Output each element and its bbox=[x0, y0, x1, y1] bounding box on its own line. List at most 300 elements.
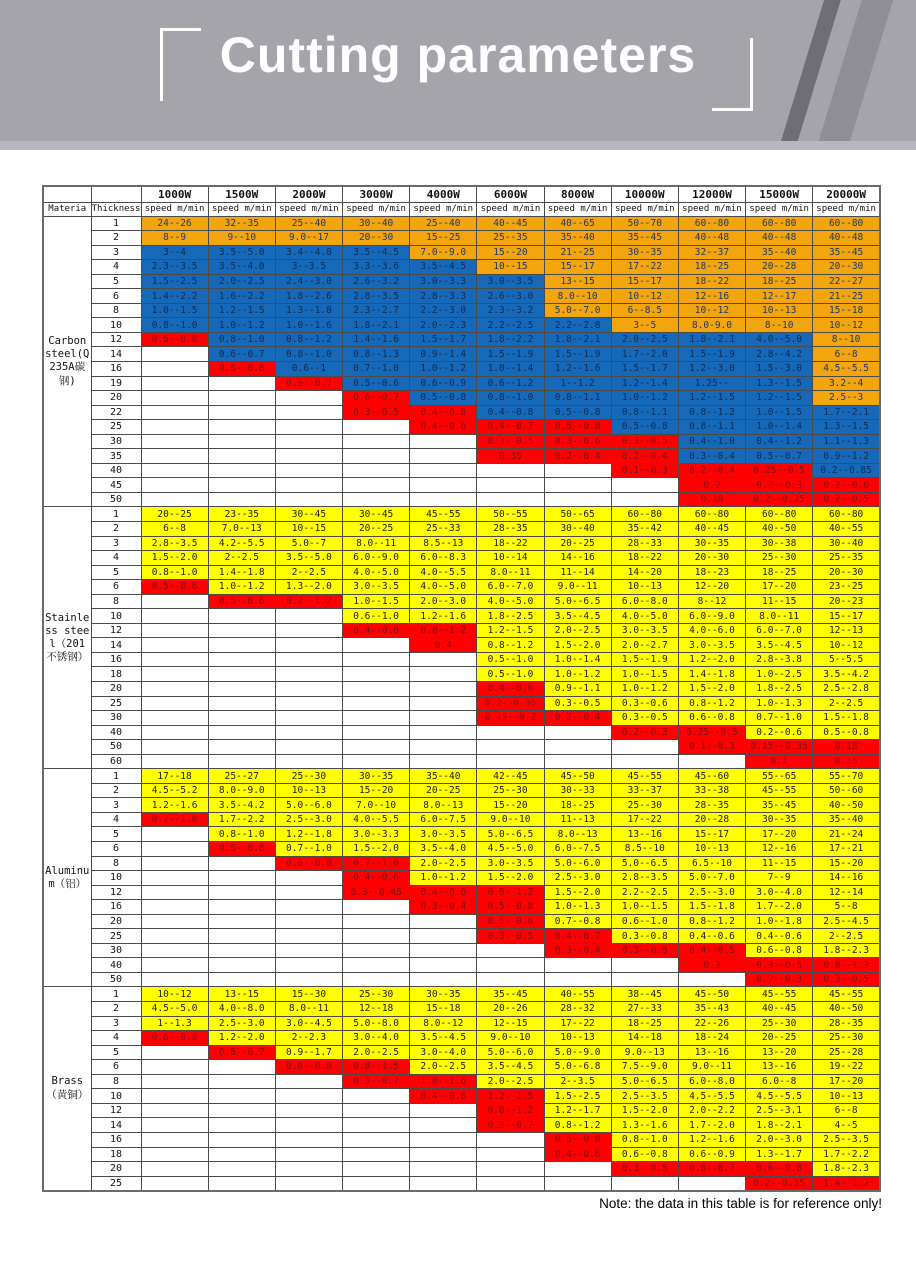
speed-cell: 17--20 bbox=[746, 827, 813, 842]
speed-cell: 27--33 bbox=[611, 1002, 678, 1017]
table-row bbox=[43, 565, 880, 580]
table-row bbox=[43, 929, 880, 944]
header-banner bbox=[0, 0, 916, 150]
thickness-value: 8 bbox=[91, 594, 141, 609]
table-row bbox=[43, 318, 880, 333]
speed-cell bbox=[477, 1147, 544, 1162]
speed-cell bbox=[343, 449, 410, 464]
speed-unit-header: speed m/min bbox=[275, 202, 342, 216]
speed-cell: 1.2--3.0 bbox=[678, 361, 745, 376]
table-row bbox=[43, 769, 880, 784]
speed-cell: 8.0-9.0 bbox=[678, 318, 745, 333]
speed-cell: 10--14 bbox=[477, 551, 544, 566]
speed-cell: 6.0--8.0 bbox=[678, 1074, 745, 1089]
speed-cell: 35--40 bbox=[746, 245, 813, 260]
speed-cell: 0.2--0.3 bbox=[746, 478, 813, 493]
speed-cell: 0.4--0.6 bbox=[410, 420, 477, 435]
speed-cell: 0.6--0.8 bbox=[141, 1031, 208, 1046]
speed-cell: 1.0--1.2 bbox=[410, 871, 477, 886]
speed-cell: 8.0--11 bbox=[746, 609, 813, 624]
speed-cell: 1.5--1.9 bbox=[477, 347, 544, 362]
speed-cell: 0.5--0.6 bbox=[343, 376, 410, 391]
table-row bbox=[43, 1060, 880, 1075]
speed-cell bbox=[343, 638, 410, 653]
speed-cell bbox=[275, 1176, 342, 1191]
speed-cell: 45--60 bbox=[678, 769, 745, 784]
speed-cell bbox=[208, 972, 275, 987]
speed-cell bbox=[343, 958, 410, 973]
table-row bbox=[43, 812, 880, 827]
speed-cell bbox=[208, 914, 275, 929]
speed-cell: 1.4--1.6 bbox=[343, 332, 410, 347]
speed-cell bbox=[275, 434, 342, 449]
speed-cell bbox=[208, 1147, 275, 1162]
power-header: 3000W bbox=[343, 186, 410, 202]
speed-cell: 2.0--3.0 bbox=[410, 594, 477, 609]
speed-cell: 1.5--1.9 bbox=[544, 347, 611, 362]
speed-cell: 1.5--1.9 bbox=[678, 347, 745, 362]
speed-cell bbox=[141, 361, 208, 376]
table-row bbox=[43, 783, 880, 798]
speed-cell: 0.8--1.1 bbox=[678, 420, 745, 435]
speed-cell: 30--35 bbox=[410, 987, 477, 1002]
speed-cell: 1--1.2 bbox=[544, 376, 611, 391]
speed-cell: 10--12 bbox=[141, 987, 208, 1002]
speed-cell: 3.5--4.5 bbox=[343, 245, 410, 260]
speed-cell: 1.5--2.0 bbox=[544, 885, 611, 900]
speed-cell bbox=[343, 943, 410, 958]
thickness-value: 12 bbox=[91, 623, 141, 638]
speed-cell: 1.0--1.5 bbox=[611, 667, 678, 682]
speed-cell: 8.0--13 bbox=[410, 798, 477, 813]
table-row bbox=[43, 332, 880, 347]
speed-cell: 0.1--0.3 bbox=[678, 740, 745, 755]
speed-cell bbox=[208, 754, 275, 769]
speed-cell bbox=[208, 929, 275, 944]
speed-cell: 0.35 bbox=[477, 449, 544, 464]
speed-cell bbox=[477, 740, 544, 755]
speed-cell bbox=[208, 449, 275, 464]
speed-cell: 0.15--0.35 bbox=[746, 740, 813, 755]
speed-cell bbox=[275, 1162, 342, 1177]
speed-cell bbox=[410, 943, 477, 958]
speed-cell: 0.5--0.8 bbox=[544, 420, 611, 435]
speed-cell: 40--55 bbox=[813, 521, 880, 536]
speed-cell: 25--30 bbox=[611, 798, 678, 813]
speed-cell: 2.6--3.0 bbox=[477, 289, 544, 304]
speed-cell: 0.5--0.8 bbox=[544, 405, 611, 420]
speed-cell: 0.4--0.7 bbox=[544, 929, 611, 944]
speed-cell: 3.0--3.5 bbox=[611, 623, 678, 638]
speed-cell: 0.3--0.5 bbox=[611, 434, 678, 449]
speed-cell: 0.8--1.2 bbox=[678, 405, 745, 420]
speed-cell: 15--25 bbox=[410, 231, 477, 246]
table-row bbox=[43, 507, 880, 522]
speed-cell bbox=[141, 1089, 208, 1104]
table-row bbox=[43, 260, 880, 275]
speed-cell: 0.8--1.1 bbox=[544, 391, 611, 406]
speed-cell bbox=[477, 1176, 544, 1191]
speed-cell: 55--65 bbox=[746, 769, 813, 784]
speed-cell: 8.5--13 bbox=[410, 536, 477, 551]
speed-cell: 2.5--3.0 bbox=[678, 885, 745, 900]
speed-cell bbox=[141, 652, 208, 667]
speed-cell: 10--15 bbox=[477, 260, 544, 275]
table-row bbox=[43, 434, 880, 449]
thickness-value: 8 bbox=[91, 1074, 141, 1089]
speed-cell: 1.2--2.0 bbox=[678, 652, 745, 667]
material-header: Materia bbox=[43, 202, 91, 216]
thickness-value: 20 bbox=[91, 682, 141, 697]
speed-cell bbox=[275, 463, 342, 478]
thickness-value: 50 bbox=[91, 492, 141, 507]
speed-cell: 2.8--3.3 bbox=[410, 289, 477, 304]
speed-cell: 2.8--3.8 bbox=[746, 652, 813, 667]
speed-cell: 7.0--13 bbox=[208, 521, 275, 536]
speed-cell bbox=[544, 492, 611, 507]
speed-cell: 0.3--0.4 bbox=[544, 943, 611, 958]
speed-cell: 0.6--0.8 bbox=[746, 1162, 813, 1177]
speed-cell: 1.8--2.6 bbox=[275, 289, 342, 304]
speed-cell: 12--14 bbox=[813, 885, 880, 900]
speed-cell: 7.0--9.0 bbox=[410, 245, 477, 260]
thickness-value: 16 bbox=[91, 1132, 141, 1147]
speed-cell: 12--16 bbox=[746, 842, 813, 857]
speed-cell: 28--32 bbox=[544, 1002, 611, 1017]
speed-cell: 15--18 bbox=[410, 1002, 477, 1017]
speed-cell bbox=[477, 1132, 544, 1147]
thickness-value: 4 bbox=[91, 1031, 141, 1046]
speed-cell bbox=[208, 623, 275, 638]
speed-cell: 0.7--1.0 bbox=[343, 361, 410, 376]
table-row bbox=[43, 987, 880, 1002]
speed-cell bbox=[141, 885, 208, 900]
speed-cell: 4.5--5.5 bbox=[678, 1089, 745, 1104]
speed-cell bbox=[141, 405, 208, 420]
speed-cell: 1.8--2.1 bbox=[746, 1118, 813, 1133]
speed-cell: 0.8--1.0 bbox=[208, 332, 275, 347]
thickness-value: 3 bbox=[91, 1016, 141, 1031]
speed-cell: 45--55 bbox=[746, 987, 813, 1002]
speed-cell: 18--25 bbox=[678, 260, 745, 275]
table-row bbox=[43, 943, 880, 958]
speed-cell: 0.4--0.6 bbox=[343, 623, 410, 638]
speed-cell bbox=[410, 1118, 477, 1133]
speed-cell: 5.0--6.0 bbox=[477, 1045, 544, 1060]
speed-cell: 45--55 bbox=[813, 987, 880, 1002]
speed-cell: 20--30 bbox=[678, 551, 745, 566]
speed-cell: 1.2--1.8 bbox=[275, 827, 342, 842]
thickness-value: 1 bbox=[91, 216, 141, 231]
table-row bbox=[43, 463, 880, 478]
speed-cell bbox=[343, 1147, 410, 1162]
speed-cell: 0.25--0.5 bbox=[746, 463, 813, 478]
speed-cell bbox=[275, 754, 342, 769]
table-row bbox=[43, 347, 880, 362]
speed-cell: 0.6--0.8 bbox=[275, 1060, 342, 1075]
speed-cell: 30--40 bbox=[544, 521, 611, 536]
speed-cell: 1.5--2.5 bbox=[141, 274, 208, 289]
thickness-value: 30 bbox=[91, 711, 141, 726]
speed-cell bbox=[275, 914, 342, 929]
table-row bbox=[43, 856, 880, 871]
speed-cell: 0.8--1.3 bbox=[343, 347, 410, 362]
thickness-value: 18 bbox=[91, 667, 141, 682]
power-header: 1000W bbox=[141, 186, 208, 202]
speed-cell: 2--2.3 bbox=[275, 1031, 342, 1046]
speed-cell bbox=[141, 638, 208, 653]
speed-cell bbox=[141, 1074, 208, 1089]
speed-cell: 17--20 bbox=[813, 1074, 880, 1089]
speed-cell bbox=[343, 1132, 410, 1147]
speed-cell: 30--45 bbox=[275, 507, 342, 522]
speed-cell: 1.5--2.0 bbox=[678, 682, 745, 697]
speed-cell: 1.7--2.2 bbox=[813, 1147, 880, 1162]
speed-cell bbox=[544, 463, 611, 478]
thickness-value: 6 bbox=[91, 580, 141, 595]
power-header: 2000W bbox=[275, 186, 342, 202]
speed-cell: 25--33 bbox=[410, 521, 477, 536]
speed-cell: 6.0--7.0 bbox=[477, 580, 544, 595]
speed-cell: 1.0--1.8 bbox=[746, 914, 813, 929]
speed-cell: 35--40 bbox=[544, 231, 611, 246]
speed-cell bbox=[343, 434, 410, 449]
table-row bbox=[43, 536, 880, 551]
speed-cell: 1.0--1.6 bbox=[275, 318, 342, 333]
speed-cell: 40--65 bbox=[544, 216, 611, 231]
speed-cell bbox=[208, 478, 275, 493]
table-row bbox=[43, 1045, 880, 1060]
speed-cell bbox=[410, 958, 477, 973]
speed-cell: 0.2--0.6 bbox=[813, 478, 880, 493]
thickness-value: 6 bbox=[91, 842, 141, 857]
power-header: 1500W bbox=[208, 186, 275, 202]
speed-cell: 2.3--3.2 bbox=[477, 303, 544, 318]
table-row bbox=[43, 521, 880, 536]
speed-cell: 4.0--8.0 bbox=[208, 1002, 275, 1017]
speed-cell: 20--30 bbox=[343, 231, 410, 246]
speed-cell: 2.8--4.2 bbox=[746, 347, 813, 362]
thickness-header: Thickness bbox=[91, 204, 141, 214]
speed-cell: 0.5--1.0 bbox=[477, 652, 544, 667]
speed-cell: 30--40 bbox=[343, 216, 410, 231]
speed-cell: 10--12 bbox=[678, 303, 745, 318]
speed-cell: 2.0--2.5 bbox=[208, 274, 275, 289]
speed-cell: 1.2--1.5 bbox=[746, 391, 813, 406]
speed-cell bbox=[208, 856, 275, 871]
speed-cell: 35--45 bbox=[746, 798, 813, 813]
speed-cell bbox=[477, 478, 544, 493]
speed-cell: 4.0--5.5 bbox=[410, 565, 477, 580]
speed-cell: 10--13 bbox=[544, 1031, 611, 1046]
speed-cell bbox=[410, 929, 477, 944]
speed-cell: 3.0--3.5 bbox=[343, 580, 410, 595]
speed-cell bbox=[343, 900, 410, 915]
speed-cell: 0.5--0.6 bbox=[208, 842, 275, 857]
speed-cell: 11--15 bbox=[746, 856, 813, 871]
speed-cell bbox=[275, 958, 342, 973]
speed-cell: 3.0--4.0 bbox=[343, 1031, 410, 1046]
thickness-value: 3 bbox=[91, 798, 141, 813]
speed-cell: 6.0--8 bbox=[746, 1074, 813, 1089]
thickness-value: 5 bbox=[91, 274, 141, 289]
table-row bbox=[43, 478, 880, 493]
speed-cell bbox=[410, 754, 477, 769]
speed-cell: 40--50 bbox=[813, 1002, 880, 1017]
speed-cell bbox=[544, 1162, 611, 1177]
table-row bbox=[43, 740, 880, 755]
speed-cell: 10--13 bbox=[275, 783, 342, 798]
speed-cell: 35--43 bbox=[678, 1002, 745, 1017]
speed-cell: 0.8--1.2 bbox=[678, 696, 745, 711]
speed-cell: 1.2--1.6 bbox=[410, 609, 477, 624]
thickness-value: 19 bbox=[91, 376, 141, 391]
speed-cell: 2--2.5 bbox=[813, 929, 880, 944]
speed-cell: 6.0--8.0 bbox=[611, 594, 678, 609]
speed-cell: 50--65 bbox=[544, 507, 611, 522]
speed-cell: 0.25--0.5 bbox=[678, 725, 745, 740]
speed-cell bbox=[410, 914, 477, 929]
speed-cell bbox=[477, 958, 544, 973]
speed-unit-header: speed m/min bbox=[477, 202, 544, 216]
speed-cell bbox=[343, 1118, 410, 1133]
speed-cell: 14--18 bbox=[611, 1031, 678, 1046]
speed-cell: 0.4--0.8 bbox=[477, 405, 544, 420]
speed-cell bbox=[275, 1132, 342, 1147]
speed-cell bbox=[275, 740, 342, 755]
speed-cell: 2.0--2.5 bbox=[477, 1074, 544, 1089]
speed-cell: 3--4 bbox=[141, 245, 208, 260]
speed-cell bbox=[141, 594, 208, 609]
speed-cell: 0.5--0.8 bbox=[611, 420, 678, 435]
speed-cell: 25--30 bbox=[746, 551, 813, 566]
speed-cell: 2.8--3.5 bbox=[343, 289, 410, 304]
speed-cell bbox=[544, 972, 611, 987]
speed-cell: 12--16 bbox=[678, 289, 745, 304]
thickness-value: 5 bbox=[91, 565, 141, 580]
speed-cell: 1.8--2.5 bbox=[746, 682, 813, 697]
speed-cell: 2.5--3.0 bbox=[208, 1016, 275, 1031]
speed-cell: 12--13 bbox=[813, 623, 880, 638]
speed-cell: 3.5--4.0 bbox=[208, 260, 275, 275]
speed-cell bbox=[343, 1089, 410, 1104]
speed-cell: 2.0--2.5 bbox=[410, 856, 477, 871]
speed-cell: 0.8--1.0 bbox=[208, 827, 275, 842]
speed-cell: 12--20 bbox=[678, 580, 745, 595]
speed-cell: 5.0--6.5 bbox=[477, 827, 544, 842]
speed-cell: 2.5--3.0 bbox=[544, 871, 611, 886]
speed-cell: 30--38 bbox=[746, 536, 813, 551]
table-row bbox=[43, 827, 880, 842]
speed-cell: 1.3--1.5 bbox=[746, 376, 813, 391]
speed-cell: 2--2.5 bbox=[275, 565, 342, 580]
speed-cell: 2--3.5 bbox=[544, 1074, 611, 1089]
speed-cell: 2.0--2.7 bbox=[611, 638, 678, 653]
table-row bbox=[43, 1162, 880, 1177]
speed-cell bbox=[343, 463, 410, 478]
speed-cell: 14--16 bbox=[544, 551, 611, 566]
speed-cell bbox=[477, 972, 544, 987]
speed-cell: 2.5--3.5 bbox=[813, 1132, 880, 1147]
speed-cell: 0.3--0.6 bbox=[611, 696, 678, 711]
speed-cell bbox=[141, 1045, 208, 1060]
speed-cell: 2.0--3.0 bbox=[746, 1132, 813, 1147]
speed-cell: 13--16 bbox=[678, 1045, 745, 1060]
speed-cell: 1.3--1.6 bbox=[611, 1118, 678, 1133]
table-row bbox=[43, 580, 880, 595]
speed-cell: 0.3--0.4 bbox=[410, 900, 477, 915]
table-row bbox=[43, 754, 880, 769]
speed-cell: 20--25 bbox=[141, 507, 208, 522]
speed-cell bbox=[208, 696, 275, 711]
speed-cell bbox=[141, 914, 208, 929]
thickness-value: 8 bbox=[91, 856, 141, 871]
speed-cell: 2.0--2.2 bbox=[678, 1103, 745, 1118]
speed-cell bbox=[275, 1118, 342, 1133]
speed-cell: 0.4--0.6 bbox=[410, 885, 477, 900]
speed-cell bbox=[343, 914, 410, 929]
speed-cell: 0.3--0.5 bbox=[544, 696, 611, 711]
power-header: 4000W bbox=[410, 186, 477, 202]
table-row bbox=[43, 914, 880, 929]
speed-cell: 0.8--1.2 bbox=[678, 914, 745, 929]
speed-cell: 0.2--0.4 bbox=[544, 711, 611, 726]
speed-cell: 1.0--1.3 bbox=[544, 900, 611, 915]
thickness-value: 1 bbox=[91, 769, 141, 784]
thickness-value: 2 bbox=[91, 1002, 141, 1017]
speed-cell: 21--25 bbox=[813, 289, 880, 304]
speed-cell bbox=[141, 856, 208, 871]
power-header: 15000W bbox=[746, 186, 813, 202]
speed-cell bbox=[208, 667, 275, 682]
speed-cell: 0.9--1.2 bbox=[813, 449, 880, 464]
speed-cell: 0.5--0.6 bbox=[208, 594, 275, 609]
speed-cell: 9.0--11 bbox=[678, 1060, 745, 1075]
speed-cell: 15--20 bbox=[477, 245, 544, 260]
speed-cell: 1.3--1.5 bbox=[813, 420, 880, 435]
speed-cell: 5.0--8.0 bbox=[343, 1016, 410, 1031]
speed-cell: 17--22 bbox=[611, 812, 678, 827]
speed-cell bbox=[611, 972, 678, 987]
speed-cell bbox=[208, 943, 275, 958]
speed-cell: 40--55 bbox=[544, 987, 611, 1002]
thickness-value: 40 bbox=[91, 725, 141, 740]
speed-cell: 0.5--0.7 bbox=[477, 1118, 544, 1133]
thickness-value: 14 bbox=[91, 638, 141, 653]
speed-cell: 0.2--0.35 bbox=[746, 1176, 813, 1191]
speed-cell: 2.8--3.5 bbox=[141, 536, 208, 551]
speed-unit-header: speed m/min bbox=[813, 202, 880, 216]
table-row bbox=[43, 1016, 880, 1031]
speed-cell: 1.0--1.4 bbox=[544, 652, 611, 667]
speed-cell: 0.6--1 bbox=[275, 361, 342, 376]
thickness-value: 35 bbox=[91, 449, 141, 464]
speed-cell: 10--12 bbox=[813, 318, 880, 333]
speed-cell: 15--20 bbox=[477, 798, 544, 813]
thickness-value: 16 bbox=[91, 900, 141, 915]
speed-cell: 0.4--0.6 bbox=[410, 1089, 477, 1104]
cutting-table bbox=[42, 185, 881, 1192]
speed-cell: 1.2--1.5 bbox=[477, 623, 544, 638]
speed-cell: 0.4--0.7 bbox=[477, 420, 544, 435]
thickness-value: 45 bbox=[91, 478, 141, 493]
speed-cell: 18--23 bbox=[678, 565, 745, 580]
speed-cell bbox=[141, 1060, 208, 1075]
speed-cell: 1.8--2.1 bbox=[343, 318, 410, 333]
speed-cell: 33--38 bbox=[678, 783, 745, 798]
thickness-value: 30 bbox=[91, 943, 141, 958]
speed-cell: 1.1--1.3 bbox=[813, 434, 880, 449]
